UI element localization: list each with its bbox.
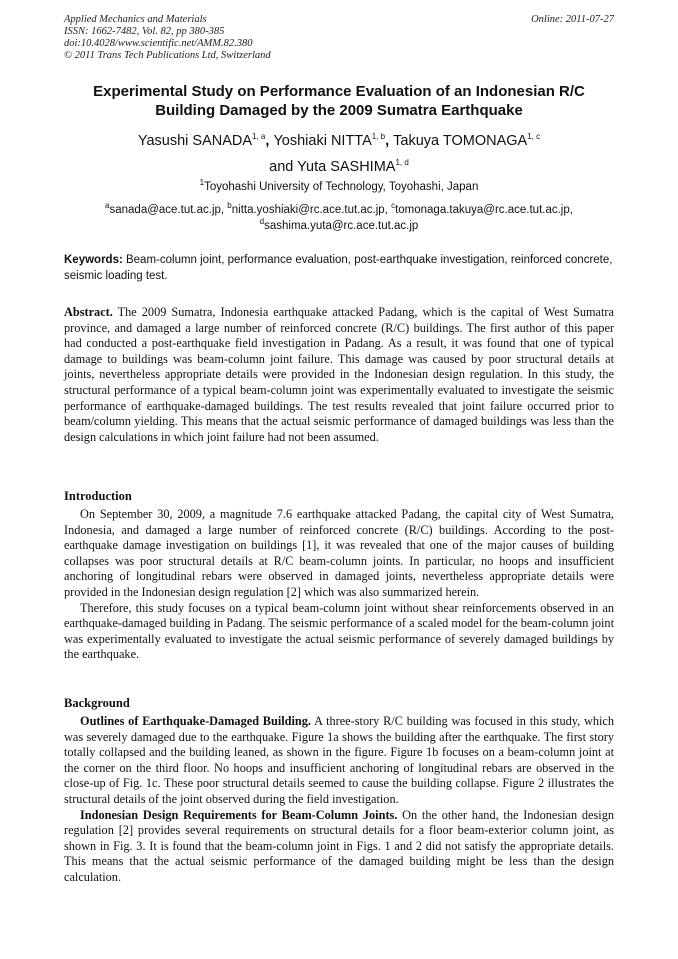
author-emails [64,202,614,234]
introduction-paragraph-1: On September 30, 2009, a magnitude 7.6 earthquake attacked Padang, the capital city of West Sumatra, Indonesia, and damaged a large number of reinforced concrete (R/C) buildings. According to the post-earthquake damage investigation on buildings [1], it was revealed that one of the major causes of building collapses was poor structural details at R/C beam-column joints. In particular, no hoops and insufficient anchoring of longitudinal rebars were observed in damaged joints, nevertheless appropriate details were provided in the Indonesian design regulation [2] which was also summarized herein. [64,507,614,599]
author-separator: , [265,133,274,149]
author-name: Yoshiaki NITTA [273,133,372,149]
background-paragraph-1 [64,714,614,808]
background-heading: Background [64,696,130,710]
email-link[interactable]: tomonaga.takuya@rc.ace.tut.ac.jp, [395,204,573,216]
authors-line-2 [64,154,614,180]
email-superscript: c [391,201,396,211]
paragraph-text: On the other hand, the Indonesian design regulation [2] provides several requirements on structural details for a floor beam-exterior column joint, as shown in Fig. 3. It is found that the beam-column joint in Figs. 1 and 2 did not satisfy the appropriate details. This means that the actual seismic performance of the damaged building might be less than the design calculation. [64,807,614,884]
email-link[interactable]: sanada@ace.tut.ac.jp, [109,204,228,216]
online-date: Online: 2011-07-27 [531,14,614,25]
title-line-2: Building Damaged by the 2009 Sumatra Earthquake [155,102,523,119]
keywords-label: Keywords: [64,254,123,266]
title-line-1: Experimental Study on Performance Evaluation of an Indonesian R/C [93,83,585,100]
issn: ISSN: 1662-7482, Vol. 82, pp 380-385 [64,26,225,37]
email-superscript: d [259,217,265,227]
email-superscript: b [227,201,232,211]
paragraph-text: A three-story R/C building was focused in this study, which was severely damaged due to the earthquake. Figure 1a shows the building after the earthquake. The first story totally collapsed and the building leaned, as shown in the figure. Figure 1b focuses on a beam-column joint at the corner on the third floor. No hoops and insufficient anchoring of longitudinal rebars are observed in the close-up of Fig. 1c. These poor structural details seemed to cause the building collapse. Figure 2 illustrates the structural details of the joint observed during the field investigation. [64,714,614,806]
author-name: Takuya TOMONAGA [393,133,528,149]
introduction-heading: Introduction [64,489,132,503]
copyright: © 2011 Trans Tech Publications Ltd, Switzerland [64,50,271,61]
author-name: Yasushi SANADA [137,133,253,149]
abstract [64,305,614,445]
background-paragraph-2 [64,808,614,886]
abstract-text: The 2009 Sumatra, Indonesia earthquake attacked Padang, which is the capital of West Sumatra province, and damaged a large number of reinforced concrete (R/C) buildings. The first author of this paper had conducted a post-earthquake field investigation in Padang. As a result, it was found that one of typical damage to buildings was beam-column joint failure. This damage was caused by poor structural details at joints, nevertheless appropriate details were provided in the Indonesian design regulation. In this study, the structural performance of a typical beam-column joint was experimentally evaluated to investigate the seismic performance of earthquake-damaged buildings. The test results revealed that joint failure occurred prior to beam/column yielding. This means that the actual seismic performance of damaged buildings was less than the design calculations in which joint failure had not been assumed. [64,305,614,444]
subsection-title: Outlines of Earthquake-Damaged Building. [80,714,311,728]
background-section [64,695,614,886]
doi: doi:10.4028/www.scientific.net/AMM.82.380 [64,38,253,49]
journal-name: Applied Mechanics and Materials [64,14,207,25]
author-superscript: 1, b [371,132,386,142]
emails-line-1 [64,202,614,218]
abstract-label: Abstract. [64,305,113,319]
author-conjunction: and [269,159,298,175]
author-list [64,128,614,180]
author-superscript: 1, a [252,132,266,142]
emails-line-2 [64,218,614,234]
affiliation [64,180,614,195]
keywords-text: Beam-column joint, performance evaluation, post-earthquake investigation, reinforced concrete, seismic loading test. [64,254,613,282]
author-name: Yuta SASHIMA [297,159,396,175]
email-link[interactable]: sashima.yuta@rc.ace.tut.ac.jp [264,220,419,232]
author-separator: , [385,133,394,149]
subsection-title: Indonesian Design Requirements for Beam-Column Joints. [80,807,398,822]
keywords [64,253,614,284]
author-superscript: 1, d [395,158,409,168]
affiliation-text: Toyohashi University of Technology, Toyohashi, Japan [204,181,479,193]
introduction-section [64,488,614,663]
email-link[interactable]: nitta.yoshiaki@rc.ace.tut.ac.jp, [231,204,392,216]
journal-header [64,14,271,62]
affiliation-superscript: 1 [199,178,205,188]
author-superscript: 1, c [527,132,541,142]
email-superscript: a [105,201,110,211]
authors-line-1 [64,128,614,154]
introduction-paragraph-2: Therefore, this study focuses on a typical beam-column joint without shear reinforcements observed in an earthquake-damaged building in Padang. The seismic performance of a scaled model for the beam-column joint was experimentally evaluated to investigate the actual seismic performance of severely damaged buildings by the earthquake. [64,600,614,662]
paper-title [64,82,614,120]
